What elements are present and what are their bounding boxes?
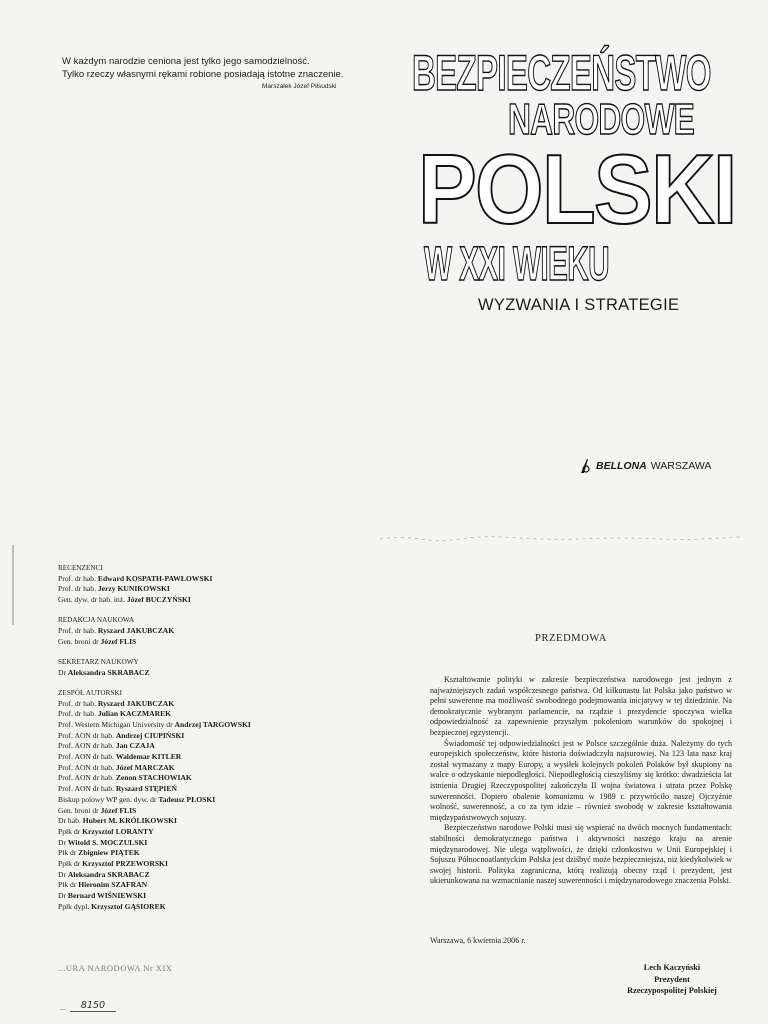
signature-role: Prezydent [654,974,690,984]
inventory-number [60,1000,116,1012]
library-stamp: ...URA NARODOWA Nr XIX [58,963,173,973]
inventory-prefix: ... [60,1003,66,1012]
credit-row: Gen. broni dr Józef FLIS [58,805,137,815]
title-line-2: NARODOWE [508,95,695,144]
motto-author: Marszałek Józef Piłsudski [262,83,337,90]
motto-line: Tylko rzeczy własnymi rękami robione posiadają istotne znaczenie. [62,68,344,80]
credit-row: Dr Aleksandra SKRABACZ [58,869,150,879]
credits-block [58,563,388,922]
credit-row: Gen. dyw. dr hab. inż. Józef BUCZYŃSKI [58,595,191,605]
credits-group-authors [58,688,388,913]
preface-title: PRZEDMOWA [535,633,607,644]
credit-row: Prof. AON dr hab. Zenon STACHOWIAK [58,773,192,783]
credit-row: Ppłk dypl. Krzysztof GĄSIOREK [58,901,166,911]
scan-artifact [380,530,750,544]
credit-row: Prof. dr hab. Ryszard JAKUBCZAK [58,626,175,636]
credit-row: Prof. AON dr hab. Andrzej CIUPIŃSKI [58,730,185,740]
credit-row: Prof. Western Michigan University dr Andrzej TARGOWSKI [58,719,251,729]
credit-row: Prof. AON dr hab. Ryszard STĘPIEŃ [58,784,177,794]
motto-quote [62,56,382,81]
credit-row: Dr Witold S. MOCZULSKI [58,837,148,847]
credit-row: Dr Aleksandra SKRABACZ [58,667,150,677]
credits-group-editors [58,615,388,647]
credit-row: Ppłk dr Krzysztof LORANTY [58,826,154,836]
publisher [578,458,711,474]
credit-row: Prof. dr hab. Ryszard JAKUBCZAK [58,698,175,708]
credit-row: Prof. dr hab. Edward KOSPATH-PAWŁOWSKI [58,573,213,583]
credit-row: Prof. AON dr hab. Józef MARCZAK [58,762,175,772]
bellona-logo-icon [578,458,592,474]
title-line-1: BEZPIECZEŃSTWO [412,45,711,101]
preface-paragraph: Kształtowanie polityki w zakresie bezpieczeństwa narodowego jest jednym z najważniejszych zadań współczesnego państwa. Od kilkunastu lat Polska jako państwo w pełni suwerenne ma możliwość swobodnego podejmowania inicjatywy w tej dziedzinie. Na demokratycznie wybranym parlamencie, na rządzie i prezydencie spoczywa wielka odpowiedzialność za zapewnienie przyszłym pokoleniom warunków do spokojnej i bezpiecznej egzystencji. [430,675,732,737]
credits-group-secretary [58,657,388,678]
credit-row: Biskup polowy WP gen. dyw. dr Tadeusz PŁOSKI [58,794,216,804]
signature-block [600,962,744,997]
credits-heading: SEKRETARZ NAUKOWY [58,657,139,666]
signature-name: Lech Kaczyński [643,963,701,972]
title-line-3: POLSKI [418,134,736,244]
handwritten-number: 8150 [70,1000,116,1012]
credit-row: Prof. AON dr hab. Jan CZAJA [58,741,155,751]
credit-row: Gen. broni dr Józef FLIS [58,636,137,646]
motto-line: W każdym narodzie ceniona jest tylko jego samodzielność. [62,56,310,67]
credit-row: Prof. AON dr hab. Waldemar KITLER [58,752,182,762]
publisher-city: WARSZAWA [650,460,712,472]
credits-heading: RECENZENCI [58,564,103,572]
credit-row: Prof. dr hab. Jerzy KUNIKOWSKI [58,584,170,594]
credits-heading: REDAKCJA NAUKOWA [58,616,135,625]
title-line-4: W XXI WIEKU [424,238,609,291]
page-fold-line [12,545,14,625]
signature-country: Rzeczypospolitej Polskiej [627,986,717,996]
preface-paragraph: Bezpieczeństwo narodowe Polski musi się wspierać na dwóch mocnych fundamentach: stabilności demokratycznego państwa i aktywności naszego kraju na arenie międzynarodowej. Nie ulega wątpliwości, że dzięki członkostwu w Unii Europejskiej i Sojuszu Północnoatlantyckim Polska jest dziśbyć może bezpieczniejsza, niż kiedykolwiek w swojej historii. Polityka zagraniczna, którą realizują obecny rząd i prezydent, jest ukierunkowana na wzmacnianie naszej suwerenności i międzynarodowego znaczenia Polski. [430,823,732,886]
preface-body [430,675,732,887]
preface-date: Warszawa, 6 kwietnia 2006 r. [430,936,526,945]
preface-paragraph: Świadomość tej odpowiedzialności jest w Polsce szczególnie duża. Należymy do tych europejskich społeczeństw, które historia doświadczyła najsurowiej. Na 123 lata nasz kraj został wymazany z mapy Europy, a wysiłek kolejnych pokoleń Polaków był skupiony na walce o odzyskanie niepodległości. Niepodległością cieszyliśmy się krótko: dwadzieścia lat istnienia Drugiej Rzeczypospolitej zakończyła II wojna światowa i utrata przez Polskę suwerenności. Dopiero obalenie komunizmu w 1989 r. przywróciło naszej Ojczyźnie wolność, suwerenność, a co za tym idzie – również swobodę w zakresie kształtowania międzypaństwowych sojuszy. [430,738,732,822]
credit-row: Dr hab. Hubert M. KRÓLIKOWSKI [58,816,177,826]
credit-row: Dr Bernard WIŚNIEWSKI [58,891,147,901]
publisher-brand: BELLONA [596,460,647,472]
credits-heading: ZESPÓŁ AUTORSKI [58,688,122,697]
credit-row: Płk dr Zbigniew PIĄTEK [58,848,140,858]
book-subtitle: WYZWANIA I STRATEGIE [478,296,680,314]
credit-row: Płk dr Hieronim SZAFRAN [58,880,148,890]
credit-row: Prof. dr hab. Julian KACZMAREK [58,709,172,719]
credits-group-reviewers [58,563,388,606]
credit-row: Ppłk dr Krzysztof PRZEWORSKI [58,859,168,869]
